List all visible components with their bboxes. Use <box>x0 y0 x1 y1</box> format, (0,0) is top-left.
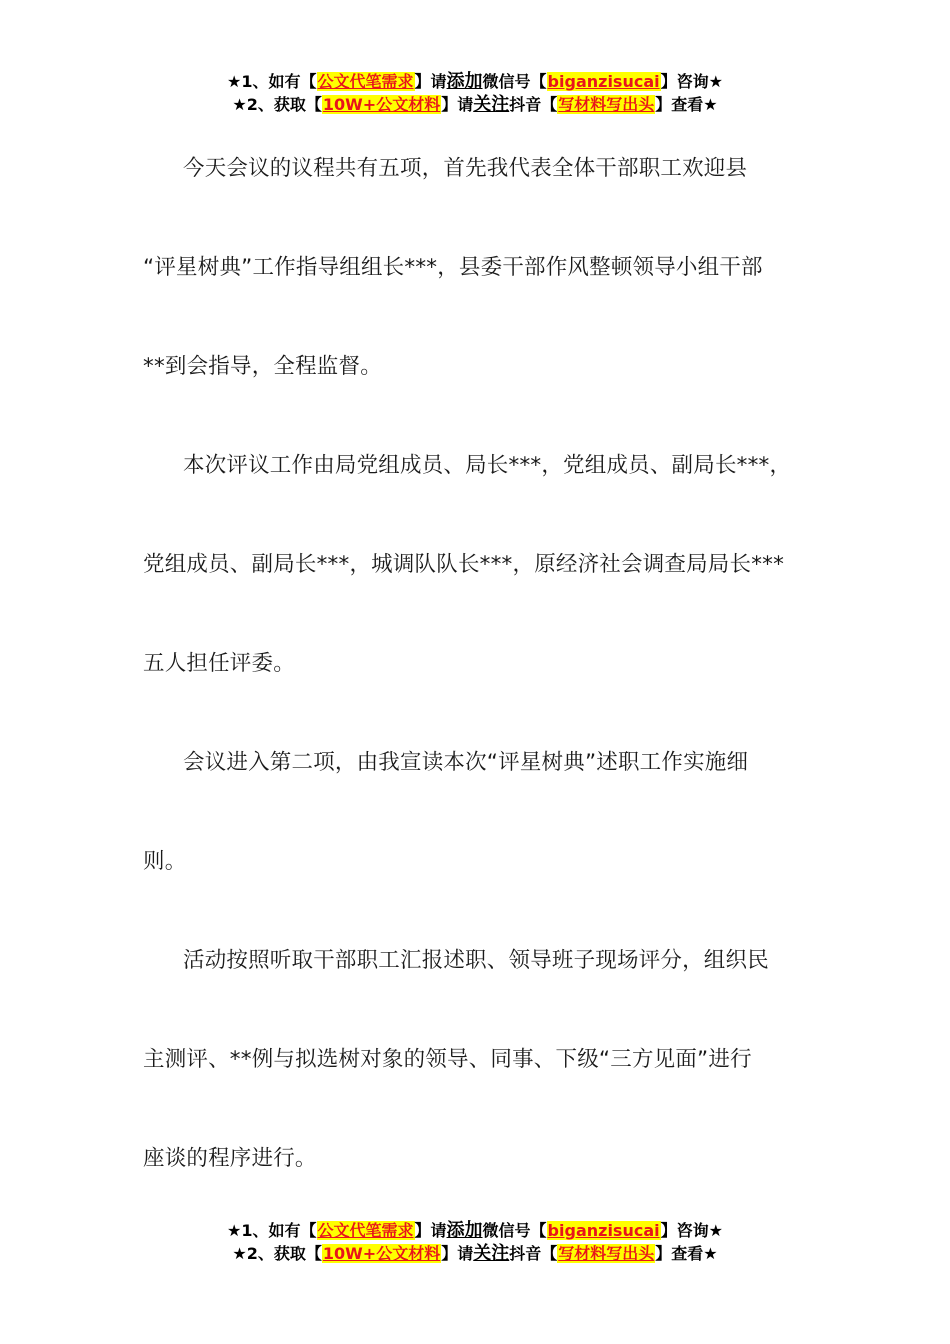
paragraph-line: **到会指导，全程监督。 <box>143 354 382 379</box>
banner-text: ★1、如有【 <box>227 72 317 91</box>
banner-text: 】请 <box>441 95 474 114</box>
banner-emphasis: 添加 <box>446 1220 483 1241</box>
banner-text: 】请 <box>414 72 447 91</box>
banner-emphasis: 关注 <box>473 94 510 115</box>
document-body <box>143 119 807 1208</box>
banner-text: 微信号【 <box>482 1221 547 1240</box>
highlight-service: 公文代笔需求 <box>317 1221 414 1240</box>
banner-line-1 <box>0 1219 950 1242</box>
banner-text: 】咨询★ <box>660 1221 723 1240</box>
paragraph-3 <box>143 713 807 911</box>
banner-text: 】请 <box>414 1221 447 1240</box>
banner-emphasis: 添加 <box>446 71 483 92</box>
banner-text: 抖音【 <box>509 95 558 114</box>
banner-line-2 <box>0 1242 950 1265</box>
paragraph-4 <box>143 911 807 1208</box>
paragraph-2 <box>143 416 807 713</box>
paragraph-1 <box>143 119 807 416</box>
paragraph-line: 主测评、**例与拟选树对象的领导、同事、下级“三方见面”进行 <box>143 1047 752 1072</box>
banner-text: 】查看★ <box>655 95 718 114</box>
banner-text: 】咨询★ <box>660 72 723 91</box>
banner-text: ★2、获取【 <box>232 95 322 114</box>
paragraph-line: 座谈的程序进行。 <box>143 1146 317 1171</box>
paragraph-line: 党组成员、副局长***，城调队队长***，原经济社会调查局局长*** <box>143 552 785 577</box>
banner-text: 抖音【 <box>509 1244 558 1263</box>
paragraph-line: 会议进入第二项，由我宣读本次“评星树典”述职工作实施细 <box>183 750 749 775</box>
banner-text: 】请 <box>441 1244 474 1263</box>
highlight-douyin-account: 写材料写出头 <box>558 1244 655 1263</box>
highlight-wechat-id: biganzisucai <box>547 1221 660 1240</box>
paragraph-line: 五人担任评委。 <box>143 651 295 676</box>
banner-line-1 <box>0 70 950 93</box>
banner-text: ★1、如有【 <box>227 1221 317 1240</box>
banner-emphasis: 关注 <box>473 1243 510 1264</box>
banner-text: 】查看★ <box>655 1244 718 1263</box>
highlight-douyin-account: 写材料写出头 <box>558 95 655 114</box>
banner-text: 微信号【 <box>482 72 547 91</box>
highlight-wechat-id: biganzisucai <box>547 72 660 91</box>
paragraph-line: 活动按照听取干部职工汇报述职、领导班子现场评分，组织民 <box>183 948 769 973</box>
paragraph-line: 今天会议的议程共有五项，首先我代表全体干部职工欢迎县 <box>183 156 748 181</box>
footer-banner <box>0 1219 950 1265</box>
paragraph-line: 本次评议工作由局党组成员、局长***，党组成员、副局长***， <box>183 453 792 478</box>
highlight-materials: 10W+公文材料 <box>322 1244 441 1263</box>
header-banner <box>0 70 950 116</box>
banner-line-2 <box>0 93 950 116</box>
banner-text: ★2、获取【 <box>232 1244 322 1263</box>
highlight-service: 公文代笔需求 <box>317 72 414 91</box>
paragraph-line: “评星树典”工作指导组组长***，县委干部作风整顿领导小组干部 <box>143 255 763 280</box>
paragraph-line: 则。 <box>143 849 187 874</box>
highlight-materials: 10W+公文材料 <box>322 95 441 114</box>
